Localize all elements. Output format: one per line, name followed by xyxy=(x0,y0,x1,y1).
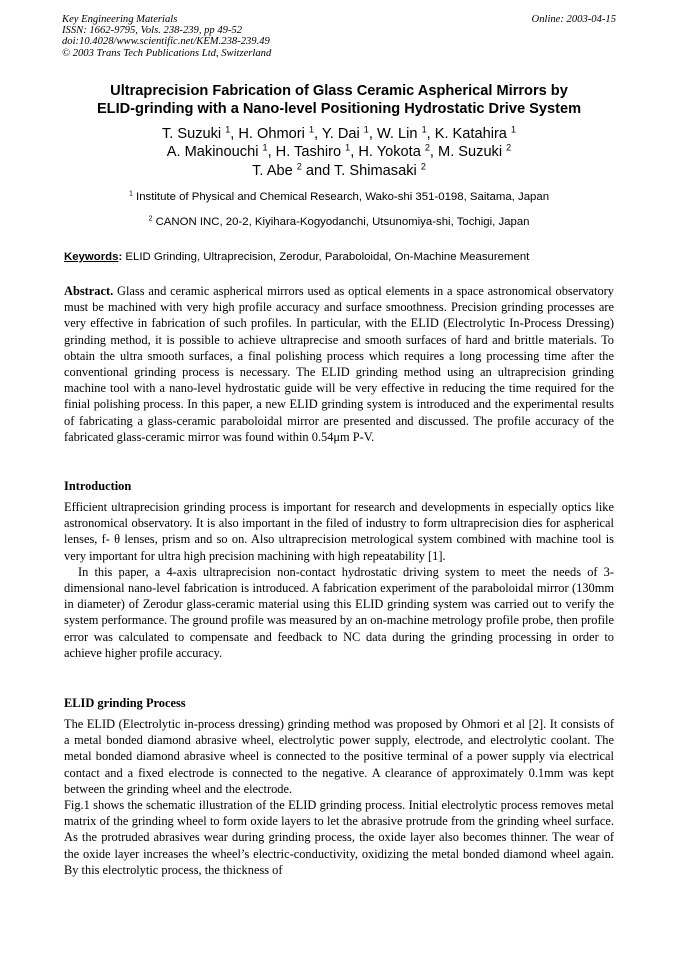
author-separator: , xyxy=(314,126,322,142)
paragraph: In this paper, a 4-axis ultraprecision non-contact hydrostatic driving system to meet the needs of 3-dimensional nano-level fabrication is introduced. A fabrication experiment of the paraboloidal mirror (130mm in diameter) of Zerodur glass-ceramic material using this ELID grinding system was carried out to verify the system performance. The ground profile was measured by an on-machine metrology profile probe, then profile error was calculated to compensate and feedback to NC data during the grinding processing in order to achieve higher profile accuracy. xyxy=(64,564,614,660)
affiliation-marker: 2 xyxy=(296,161,302,172)
affiliation-marker: 1 xyxy=(225,124,231,135)
author-name: T. Abe xyxy=(252,162,293,179)
journal-copyright: © 2003 Trans Tech Publications Ltd, Switzerland xyxy=(62,47,272,59)
author-separator: , xyxy=(368,126,377,142)
journal-issn: ISSN: 1662-9795, Vols. 238-239, pp 49-52 xyxy=(62,25,243,37)
author-list xyxy=(30,125,648,180)
author-line xyxy=(30,125,648,143)
author-name: T. Shimasaki xyxy=(334,162,417,179)
affiliation-text: Institute of Physical and Chemical Research, Wako-shi 351-0198, Saitama, Japan xyxy=(136,191,550,203)
author-separator: , xyxy=(267,144,276,161)
author-name: A. Makinouchi xyxy=(166,144,259,161)
author-line xyxy=(30,143,648,161)
affiliation-marker: 1 xyxy=(510,124,517,135)
affiliation-marker: 1 xyxy=(308,124,314,135)
affiliation-number: 1 xyxy=(128,190,133,198)
introduction-body xyxy=(64,499,614,661)
author-name: H. Tashiro xyxy=(275,144,342,161)
keywords-colon: : xyxy=(118,251,123,263)
title-line: Ultraprecision Fabrication of Glass Ceramic Aspherical Mirrors by xyxy=(110,83,568,99)
author-name: H. Yokota xyxy=(358,144,421,161)
paragraph: Efficient ultraprecision grinding process is important for research and developments in especially optics like astronomical observatory. It is also important in the filed of industry to form ultraprecision dies for aspherical lenses, f- θ lenses, prism and so on. Also ultraprecision metrological system combined with machine tool is very important for ultra high precision machining with high repeatability [1]. xyxy=(64,500,614,563)
author-separator: , xyxy=(426,126,435,142)
keywords-label: Keywords xyxy=(64,251,119,263)
author-separator: , xyxy=(350,144,359,161)
author-name: M. Suzuki xyxy=(438,144,503,161)
abstract-text: Glass and ceramic aspherical mirrors used as optical elements in a space astronomical observatory must be machined with very high profile accuracy and surface smoothness. Precision grinding processes are very effective in fabrication of such profiles. In particular, with the ELID (Electrolytic In-Process Dressing) grinding method, it is possible to achieve ultraprecise and smooth surfaces of hard and brittle materials. To obtain the ultra smooth surfaces, a final polishing process which requires a long processing time after the conventional grinding process is necessary. The ELID grinding method using an ultraprecision grinding machine tool with a nano-level hydrostatic guide will be very effective in reducing the time required for the finial polishing process. In this paper, a new ELID grinding system is introduced and the experimental results of fabricating a glass-ceramic paraboloidal mirror are presented and discussed. The profile accuracy of the fabricated glass-ceramic mirror was found within 0.54μm P-V. xyxy=(64,284,614,444)
paragraph: Fig.1 shows the schematic illustration of the ELID grinding process. Initial electrolytic process removes metal matrix of the grinding wheel to form oxide layers to let the abrasive protrude from the grinding wheel surface. As the protruded abrasives wear during grinding process, the oxide layer also becomes thinner. The wear of the oxide layer increases the wheel’s electric-conductivity, oxidizing the metal bonded diamond wheel again. By this electrolytic process, the thickness of xyxy=(64,798,614,877)
paper-title xyxy=(30,82,648,118)
author-line xyxy=(30,162,648,180)
keywords-text: ELID Grinding, Ultraprecision, Zerodur, Paraboloidal, On-Machine Measurement xyxy=(122,251,530,263)
title-line: ELID-grinding with a Nano-level Positioning Hydrostatic Drive System xyxy=(96,101,582,117)
affiliation xyxy=(30,215,648,229)
author-separator: and xyxy=(301,162,335,179)
affiliation-marker: 2 xyxy=(420,161,426,172)
author-name: Y. Dai xyxy=(321,126,360,142)
abstract xyxy=(64,283,614,445)
affiliation-marker: 1 xyxy=(421,124,427,135)
elid-section-body xyxy=(64,716,614,878)
author-name: W. Lin xyxy=(376,126,418,142)
paragraph: The ELID (Electrolytic in-process dressing) grinding method was proposed by Ohmori et al [2]. It consists of a metal bonded diamond abrasive wheel, electrolytic power supply, electrode, and electrolytic coolant. The metal bonded diamond abrasive wheel is connected to the positive terminal of a power supply via electrical contact and a fixed electrode is connected to the negative. A clearance of approximately 0.1mm was kept between the grinding wheel and the electrode. xyxy=(64,717,614,796)
affiliation-marker: 2 xyxy=(506,142,512,153)
section-heading-elid: ELID grinding Process xyxy=(64,696,186,710)
affiliation-marker: 2 xyxy=(424,142,430,153)
online-date: Online: 2003-04-15 xyxy=(531,14,616,25)
affiliation-text: CANON INC, 20-2, Kiyihara-Kogyodanchi, Utsunomiya-shi, Tochigi, Japan xyxy=(155,216,530,228)
affiliation-marker: 1 xyxy=(262,142,268,153)
author-name: T. Suzuki xyxy=(161,126,222,142)
journal-doi: doi:10.4028/www.scientific.net/KEM.238-239.49 xyxy=(62,36,270,48)
section-heading-introduction: Introduction xyxy=(64,479,132,493)
author-separator: , xyxy=(429,144,439,161)
affiliation xyxy=(30,190,648,204)
affiliation-marker: 1 xyxy=(345,142,351,153)
abstract-label: Abstract. xyxy=(64,284,114,298)
journal-name: Key Engineering Materials xyxy=(62,14,178,25)
keywords xyxy=(64,250,614,264)
author-name: H. Ohmori xyxy=(238,126,305,142)
affiliation-marker: 1 xyxy=(363,124,369,135)
journal-header xyxy=(62,14,616,59)
affiliation-number: 2 xyxy=(148,215,153,223)
author-name: K. Katahira xyxy=(434,126,507,142)
author-separator: , xyxy=(230,126,239,142)
